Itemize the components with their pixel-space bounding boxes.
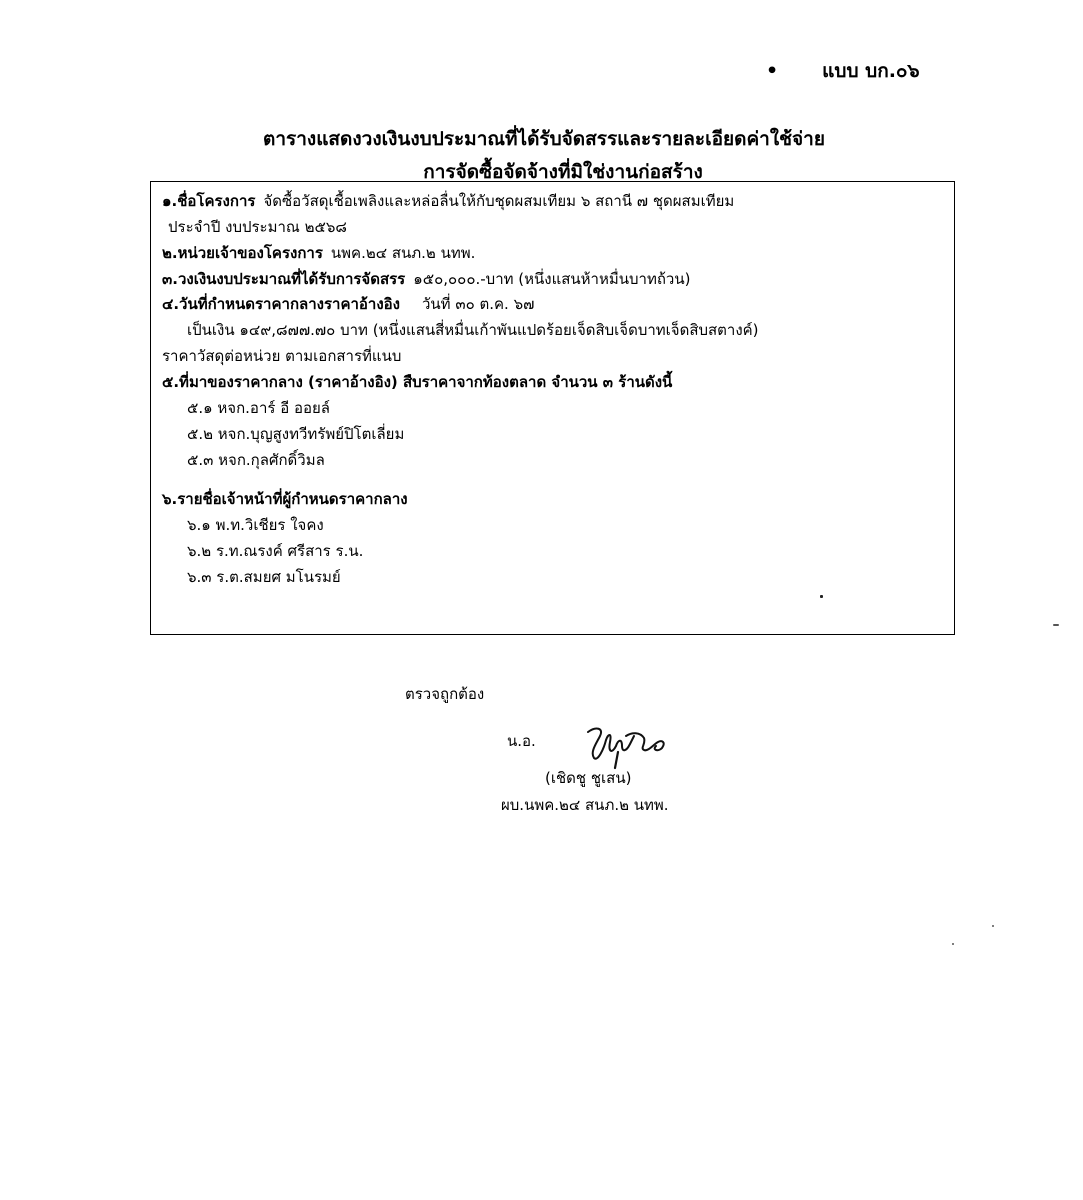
officer-item: ๖.๒ ร.ท.ณรงค์ ศรีสาร ร.น. bbox=[187, 542, 364, 560]
item4-text: วันที่ ๓๐ ต.ค. ๖๗ bbox=[422, 295, 535, 313]
scan-speck bbox=[1053, 624, 1059, 626]
item3-line bbox=[162, 269, 690, 289]
signer-rank: น.อ. bbox=[507, 732, 536, 750]
item5-label: ๕.ที่มาของราคากลาง (ราคาอ้างอิง) สืบราคาจากท้องตลาด จำนวน ๓ ร้านดังนี้ bbox=[162, 373, 673, 391]
item4-label: ๔.วันที่กำหนดราคากลางราคาอ้างอิง bbox=[162, 295, 400, 313]
scan-speck bbox=[992, 925, 994, 927]
document-subtitle: การจัดซื้อจัดจ้างที่มิใช่งานก่อสร้าง bbox=[423, 161, 703, 183]
item2-line bbox=[162, 243, 475, 263]
source-item: ๕.๒ หจก.บุญสูงทวีทรัพย์ปิโตเลี่ยม bbox=[187, 425, 405, 443]
item4-amount: เป็นเงิน ๑๔๙,๘๗๗.๗๐ บาท (หนึ่งแสนสี่หมื่นเก้าพันแปดร้อยเจ็ดสิบเจ็ดบาทเจ็ดสิบสตางค์) bbox=[187, 321, 759, 339]
details-box bbox=[150, 181, 955, 635]
scan-speck bbox=[820, 595, 823, 598]
item1-text: จัดซื้อวัสดุเชื้อเพลิงและหล่อลื่นให้กับชุดผสมเทียม ๖ สถานี ๗ ชุดผสมเทียม bbox=[263, 192, 735, 210]
handwritten-signature bbox=[582, 722, 672, 772]
item2-text: นพค.๒๔ สนภ.๒ นทพ. bbox=[330, 244, 476, 262]
signer-name: (เชิดชู ชูเสน) bbox=[545, 769, 632, 787]
item4-line bbox=[162, 294, 534, 314]
source-item: ๕.๑ หจก.อาร์ อี ออยล์ bbox=[187, 399, 330, 417]
source-item: ๕.๓ หจก.กุลศักดิ์วิมล bbox=[187, 451, 325, 469]
item2-label: ๒.หน่วยเจ้าของโครงการ bbox=[162, 244, 323, 262]
officer-item: ๖.๓ ร.ต.สมยศ มโนรมย์ bbox=[187, 568, 341, 586]
item1-line bbox=[162, 191, 734, 211]
bullet-mark: • bbox=[766, 60, 779, 82]
item6-label: ๖.รายชื่อเจ้าหน้าที่ผู้กำหนดราคากลาง bbox=[162, 490, 408, 508]
signer-position: ผบ.นพค.๒๔ สนภ.๒ นทพ. bbox=[501, 796, 669, 814]
item4-note: ราคาวัสดุต่อหน่วย ตามเอกสารที่แนบ bbox=[162, 347, 402, 365]
officer-item: ๖.๑ พ.ท.วิเชียร ใจคง bbox=[187, 516, 324, 534]
item1-label: ๑.ชื่อโครงการ bbox=[162, 192, 256, 210]
item3-label: ๓.วงเงินงบประมาณที่ได้รับการจัดสรร bbox=[162, 270, 406, 288]
item1-continuation: ประจำปี งบประมาณ ๒๕๖๘ bbox=[168, 218, 347, 236]
form-code-text: แบบ บก.๐๖ bbox=[822, 60, 920, 82]
document-title: ตารางแสดงวงเงินงบประมาณที่ได้รับจัดสรรและรายละเอียดค่าใช้จ่าย bbox=[263, 128, 825, 150]
verified-text: ตรวจถูกต้อง bbox=[405, 685, 485, 703]
form-code bbox=[766, 56, 920, 86]
scan-speck bbox=[952, 943, 954, 945]
item3-text: ๑๕๐,๐๐๐.-บาท (หนึ่งแสนห้าหมื่นบาทถ้วน) bbox=[413, 270, 691, 288]
